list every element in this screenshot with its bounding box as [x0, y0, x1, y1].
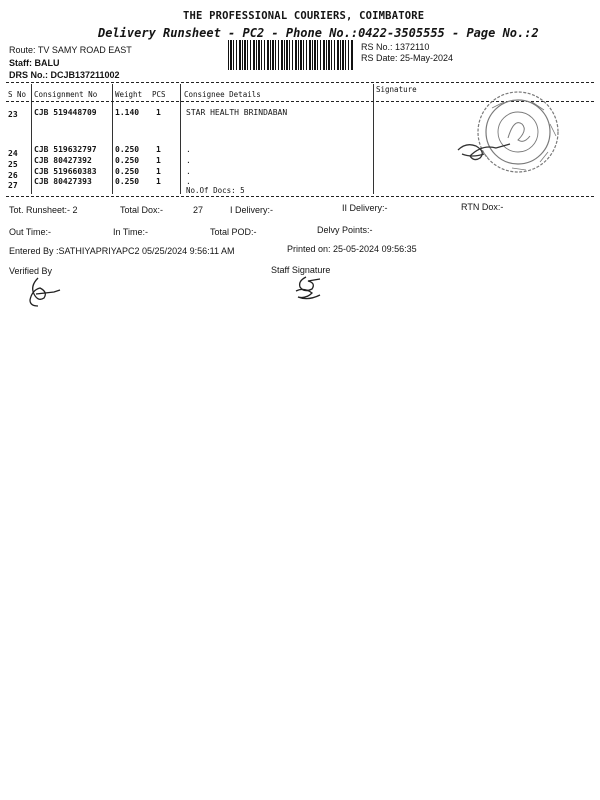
row-weight: 1.140 [115, 108, 140, 117]
staff-signature-label: Staff Signature [271, 265, 331, 275]
header-signature: Signature [376, 85, 417, 94]
verifier-signature [24, 276, 64, 310]
row-consignee: . [186, 177, 191, 186]
total-dox-value: 27 [193, 205, 204, 215]
row-consignment: CJB 80427392 [34, 156, 92, 165]
total-dox-label: Total Dox:- [120, 205, 164, 215]
company-stamp [452, 88, 572, 178]
row-pcs: 1 [156, 156, 161, 165]
barcode [228, 40, 354, 70]
staff-label: Staff: BALU [9, 58, 60, 68]
entered-by: Entered By :SATHIYAPRIYAPC2 05/25/2024 9:56:11 AM [9, 246, 235, 256]
table-top-rule [6, 82, 594, 83]
header-consignee: Consignee Details [184, 90, 261, 99]
row-pcs: 1 [156, 167, 161, 176]
header-weight: Weight [115, 90, 143, 99]
row-sno: 27 [8, 181, 18, 190]
row-sno: 24 [8, 149, 18, 158]
runsheet-subtitle: Delivery Runsheet - PC2 - Phone No.:0422-3505555 - Page No.:2 [98, 26, 539, 40]
verified-by-label: Verified By [9, 266, 53, 276]
row-pcs: 1 [156, 145, 161, 154]
row-weight: 0.250 [115, 145, 140, 154]
row-weight: 0.250 [115, 156, 140, 165]
drs-number: DRS No.: DCJB137211002 [9, 70, 120, 80]
rtn-dox: RTN Dox:- [461, 202, 504, 212]
header-pcs: PCS [152, 90, 166, 99]
row-consignment: CJB 80427393 [34, 177, 92, 186]
header-sno: S No [8, 90, 27, 99]
row-sno: 23 [8, 110, 18, 119]
row-consignee: . [186, 167, 191, 176]
staff-signature [290, 275, 326, 303]
company-title: THE PROFESSIONAL COURIERS, COIMBATORE [183, 10, 425, 22]
row-pcs: 1 [156, 177, 161, 186]
total-pod: Total POD:- [210, 227, 257, 237]
row-sno: 26 [8, 171, 18, 180]
row-consignment: CJB 519448709 [34, 108, 97, 117]
rs-date: RS Date: 25-May-2024 [361, 53, 454, 63]
row-consignment: CJB 519632797 [34, 145, 97, 154]
row-consignee: STAR HEALTH BRINDABAN [186, 108, 288, 117]
out-time: Out Time:- [9, 227, 52, 237]
printed-on: Printed on: 25-05-2024 09:56:35 [287, 244, 417, 254]
row-weight: 0.250 [115, 177, 140, 186]
in-time: In Time:- [113, 227, 149, 237]
header-consignment: Consignment No [34, 90, 98, 99]
tot-runsheet: Tot. Runsheet:- 2 [9, 205, 78, 215]
i-delivery: I Delivery:- [230, 205, 274, 215]
row-consignee: . [186, 156, 191, 165]
row-sno: 25 [8, 160, 18, 169]
row-consignee: . [186, 145, 191, 154]
row-weight: 0.250 [115, 167, 140, 176]
delvy-points: Delvy Points:- [317, 225, 373, 235]
ii-delivery: II Delivery:- [342, 203, 388, 213]
row-consignment: CJB 519660383 [34, 167, 97, 176]
table-bottom-rule [6, 196, 594, 197]
row-pcs: 1 [156, 108, 161, 117]
rs-number: RS No.: 1372110 [361, 42, 430, 52]
no-of-docs: No.Of Docs: 5 [186, 186, 245, 195]
route-label: Route: TV SAMY ROAD EAST [9, 45, 132, 55]
